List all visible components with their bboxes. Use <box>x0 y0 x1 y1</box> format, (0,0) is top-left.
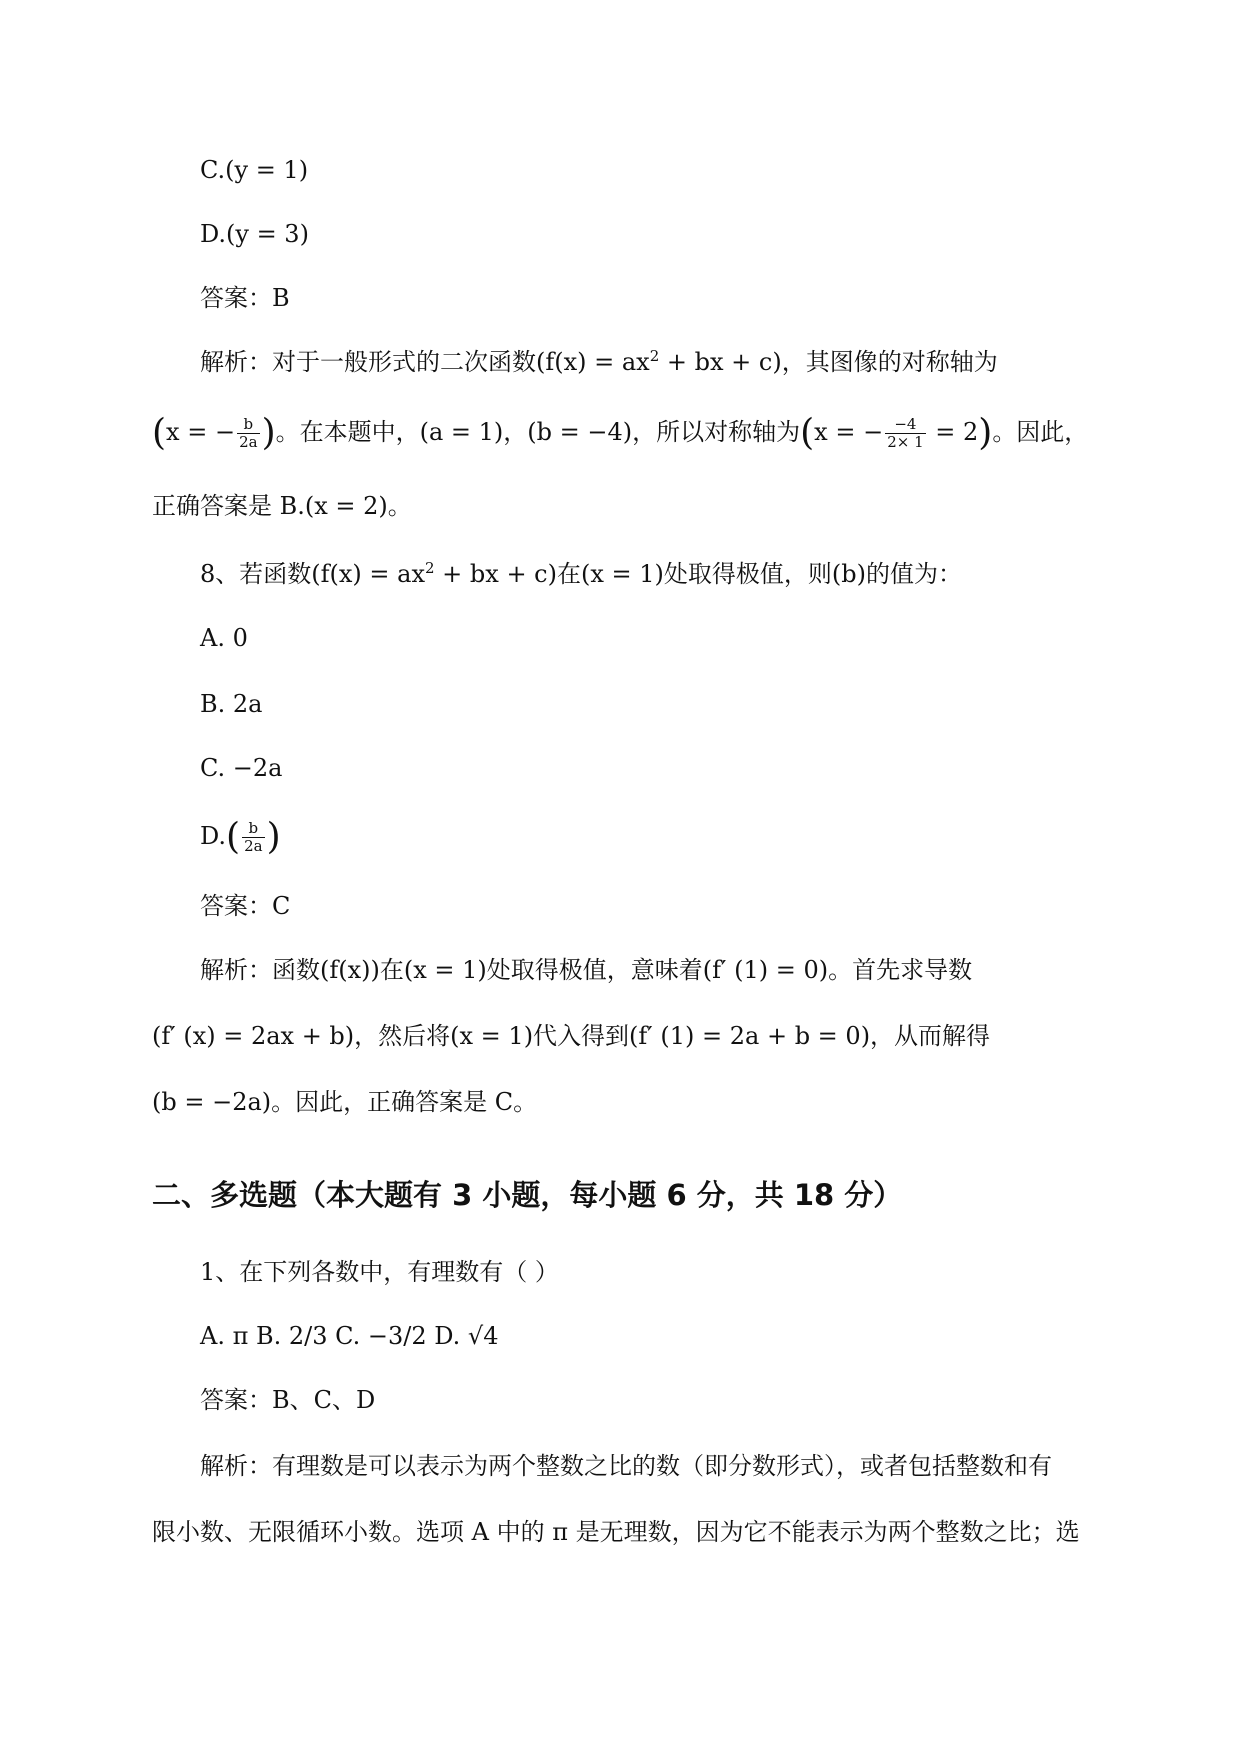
q7-fraction-2 <box>885 416 925 451</box>
q8-explanation-line1: 解析：函数(f(x))在(x = 1)处取得极值，意味着(f′ (1) = 0)。首先求导数 <box>200 956 973 984</box>
q8-explanation-line2: (f′ (x) = 2ax + b)，然后将(x = 1)代入得到(f′ (1) = 2a + b = 0)，从而解得 <box>152 1022 991 1050</box>
q8-explanation-line3: (b = −2a)。因此，正确答案是 C。 <box>152 1088 538 1116</box>
paren-close: ) <box>261 412 276 454</box>
paren-open: ( <box>800 412 815 454</box>
q8-stem-a: 8、若函数(f(x) = ax <box>200 560 425 588</box>
q8-stem-superscript: 2 <box>425 559 435 577</box>
paren-close: ) <box>266 816 281 858</box>
mq1-explanation-line2: 限小数、无限循环小数。选项 A 中的 π 是无理数，因为它不能表示为两个整数之比；选 <box>152 1518 1080 1546</box>
q8-option-b: B. 2a <box>200 690 263 718</box>
q8-answer: 答案：C <box>200 892 291 920</box>
fraction-denominator: 2× 1 <box>887 433 924 451</box>
q7-exp2-x: x = − <box>814 418 884 446</box>
q7-exp2-end: 。因此， <box>992 418 1089 446</box>
fraction-numerator: b <box>237 416 260 434</box>
q7-exp2-mid: 。在本题中，(a = 1)，(b = −4)，所以对称轴为 <box>275 418 801 446</box>
q8-option-c: C. −2a <box>200 754 283 782</box>
fraction-numerator: −4 <box>885 416 925 434</box>
mq1-options: A. π B. 2/3 C. −3/2 D. √4 <box>200 1322 499 1350</box>
q8-stem <box>200 558 962 590</box>
q8-option-a: A. 0 <box>200 624 248 652</box>
paren-open: ( <box>152 412 167 454</box>
section-heading: 二、多选题（本大题有 3 小题，每小题 6 分，共 18 分） <box>152 1178 903 1212</box>
q7-explanation-line1 <box>200 346 998 378</box>
q8-stem-b: + bx + c)在(x = 1)处取得极值，则(b)的值为： <box>434 560 962 588</box>
mq1-stem: 1、在下列各数中，有理数有（ ） <box>200 1258 559 1286</box>
q7-option-d: D.(y = 3) <box>200 220 309 248</box>
paren-close: ) <box>978 412 993 454</box>
q7-explanation-line3: 正确答案是 B.(x = 2)。 <box>152 492 412 520</box>
paren-open: ( <box>226 816 241 858</box>
q7-exp2-pre: x = − <box>166 418 236 446</box>
q7-exp1-superscript: 2 <box>649 347 660 365</box>
q7-fraction-1 <box>237 416 260 451</box>
q8-option-d <box>200 816 281 858</box>
mq1-explanation-line1: 解析：有理数是可以表示为两个整数之比的数（即分数形式），或者包括整数和有 <box>200 1452 1052 1480</box>
q7-exp1-text-a: 解析：对于一般形式的二次函数(f(x) = ax <box>200 348 650 376</box>
fraction-denominator: 2a <box>244 837 263 855</box>
q7-explanation-line2 <box>152 412 1089 454</box>
q8-option-d-fraction <box>242 820 265 855</box>
q7-answer: 答案：B <box>200 284 290 312</box>
q8-option-d-label: D. <box>200 822 227 850</box>
fraction-denominator: 2a <box>239 433 258 451</box>
q7-exp1-text-b: + bx + c)，其图像的对称轴为 <box>659 348 998 376</box>
mq1-answer: 答案：B、C、D <box>200 1386 376 1414</box>
q7-exp2-eq: = 2 <box>927 418 979 446</box>
q7-option-c: C.(y = 1) <box>200 156 309 184</box>
fraction-numerator: b <box>242 820 265 838</box>
